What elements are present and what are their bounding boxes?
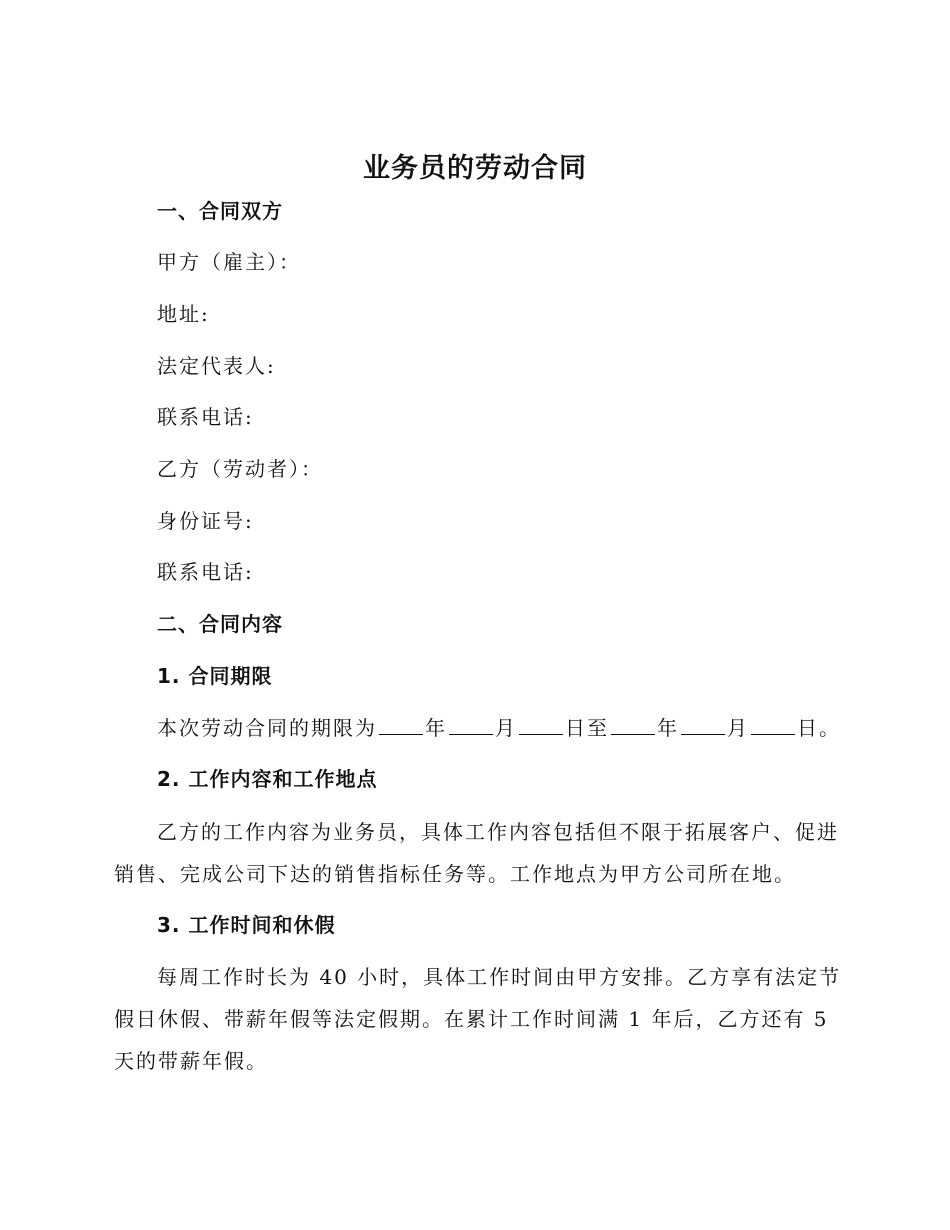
- start-year-blank[interactable]: [379, 716, 423, 735]
- contract-term-line: [157, 714, 841, 742]
- party-b-phone-label: 联系电话:: [157, 560, 254, 584]
- term-day-end: 日。: [797, 716, 841, 740]
- party-a-label: 甲方（雇主）：: [157, 250, 301, 274]
- job-description-paragraph: 乙方的工作内容为业务员，具体工作内容包括但不限于拓展客户、促进销售、完成公司下达的销售指标任务等。工作地点为甲方公司所在地。: [114, 820, 839, 886]
- end-day-blank[interactable]: [751, 716, 795, 735]
- id-number-label: 身份证号:: [157, 509, 254, 533]
- party-b-label: 乙方（劳动者）：: [157, 457, 323, 481]
- document-title: 业务员的劳动合同: [363, 153, 587, 184]
- term-day-to: 日至: [565, 716, 609, 740]
- start-day-blank[interactable]: [519, 716, 563, 735]
- term-month-2: 月: [727, 716, 749, 740]
- start-month-blank[interactable]: [449, 716, 493, 735]
- end-year-blank[interactable]: [611, 716, 655, 735]
- legal-representative-label: 法定代表人:: [157, 354, 276, 378]
- subheading-job: 2. 工作内容和工作地点: [157, 767, 378, 791]
- term-year-1: 年: [425, 716, 447, 740]
- term-month-1: 月: [495, 716, 517, 740]
- working-hours-paragraph: 每周工作时长为 40 小时，具体工作时间由甲方安排。乙方享有法定节假日休假、带薪年假等法定假期。在累计工作时间满 1 年后，乙方还有 5 天的带薪年假。: [114, 965, 842, 1073]
- term-year-2: 年: [657, 716, 679, 740]
- section-heading-parties: 一、合同双方: [157, 199, 283, 223]
- party-a-phone-label: 联系电话:: [157, 405, 254, 429]
- subheading-term: 1. 合同期限: [157, 664, 273, 688]
- term-prefix: 本次劳动合同的期限为: [157, 716, 377, 740]
- subheading-hours: 3. 工作时间和休假: [157, 913, 336, 937]
- address-label: 地址:: [157, 302, 210, 326]
- end-month-blank[interactable]: [681, 716, 725, 735]
- section-heading-content: 二、合同内容: [157, 612, 283, 636]
